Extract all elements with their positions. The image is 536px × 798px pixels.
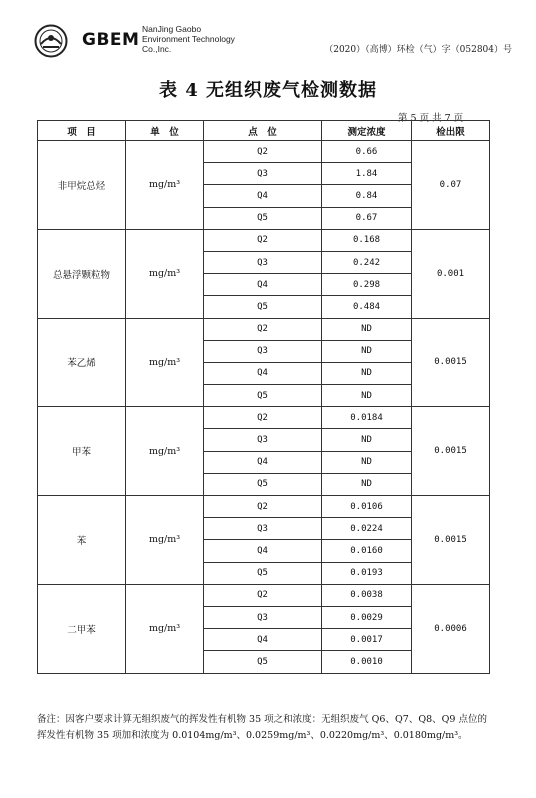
point-cell: Q2 <box>204 407 322 429</box>
table-header-row <box>38 121 490 141</box>
concentration-cell: 0.0184 <box>322 407 412 429</box>
point-cell: Q2 <box>204 496 322 518</box>
header-unit: 单 位 <box>126 121 204 141</box>
remarks-note: 备注：因客户要求计算无组织废气的挥发性有机物 35 项之和浓度：无组织废气 Q6、Q7、Q8、Q9 点位的挥发性有机物 35 项加和浓度为 0.0104mg/m³、0.0259mg/m³、0.0220mg/m³、0.0180mg/m³。 <box>37 714 487 741</box>
concentration-cell: ND <box>322 429 412 451</box>
point-cell: Q5 <box>204 296 322 318</box>
concentration-cell: 0.0224 <box>322 518 412 540</box>
item-cell: 二甲苯 <box>38 584 126 673</box>
unit-cell: mg/m³ <box>126 141 204 230</box>
concentration-cell: 0.0010 <box>322 651 412 673</box>
concentration-cell: ND <box>322 318 412 340</box>
point-cell: Q3 <box>204 606 322 628</box>
table-row <box>38 318 490 340</box>
concentration-cell: 0.168 <box>322 229 412 251</box>
concentration-cell: 0.0160 <box>322 540 412 562</box>
item-cell: 甲苯 <box>38 407 126 496</box>
concentration-cell: 0.67 <box>322 207 412 229</box>
company-name <box>142 24 235 54</box>
item-cell: 苯乙烯 <box>38 318 126 407</box>
concentration-cell: 0.0017 <box>322 629 412 651</box>
point-cell: Q3 <box>204 340 322 362</box>
header-concentration: 测定浓度 <box>322 121 412 141</box>
point-cell: Q4 <box>204 451 322 473</box>
unit-cell: mg/m³ <box>126 407 204 496</box>
document-number: （2020）（高博）环检（气）字（052804）号 <box>324 45 512 55</box>
point-cell: Q2 <box>204 141 322 163</box>
detection-limit-cell: 0.07 <box>412 141 490 230</box>
table-row <box>38 229 490 251</box>
unit-cell: mg/m³ <box>126 229 204 318</box>
unit-cell: mg/m³ <box>126 496 204 585</box>
table-row <box>38 141 490 163</box>
concentration-cell: ND <box>322 385 412 407</box>
point-cell: Q4 <box>204 185 322 207</box>
concentration-cell: 0.66 <box>322 141 412 163</box>
unit-cell: mg/m³ <box>126 584 204 673</box>
point-cell: Q5 <box>204 473 322 495</box>
table-row <box>38 496 490 518</box>
concentration-cell: 0.298 <box>322 274 412 296</box>
item-cell: 非甲烷总烃 <box>38 141 126 230</box>
point-cell: Q3 <box>204 429 322 451</box>
header-item: 项 目 <box>38 121 126 141</box>
unit-cell: mg/m³ <box>126 318 204 407</box>
item-cell: 总悬浮颗粒物 <box>38 229 126 318</box>
table-row <box>38 407 490 429</box>
company-line: Co.,Inc. <box>142 44 172 54</box>
point-cell: Q5 <box>204 385 322 407</box>
point-cell: Q2 <box>204 229 322 251</box>
point-cell: Q5 <box>204 562 322 584</box>
table-row <box>38 584 490 606</box>
point-cell: Q2 <box>204 318 322 340</box>
point-cell: Q3 <box>204 251 322 273</box>
concentration-cell: ND <box>322 473 412 495</box>
concentration-cell: 0.0193 <box>322 562 412 584</box>
concentration-cell: ND <box>322 451 412 473</box>
concentration-cell: 1.84 <box>322 163 412 185</box>
detection-limit-cell: 0.001 <box>412 229 490 318</box>
gbem-logo-icon <box>34 24 68 58</box>
concentration-cell: ND <box>322 362 412 384</box>
table-title: 表 4 无组织废气检测数据 <box>158 80 378 101</box>
point-cell: Q2 <box>204 584 322 606</box>
concentration-cell: 0.0106 <box>322 496 412 518</box>
company-line: NanJing Gaobo <box>142 24 202 34</box>
concentration-cell: ND <box>322 340 412 362</box>
point-cell: Q5 <box>204 651 322 673</box>
header-point: 点 位 <box>204 121 322 141</box>
item-cell: 苯 <box>38 496 126 585</box>
company-line: Environment Technology <box>142 34 235 44</box>
concentration-cell: 0.84 <box>322 185 412 207</box>
point-cell: Q4 <box>204 629 322 651</box>
page-indicator: 第 5 页 共 7 页 <box>398 113 464 124</box>
concentration-cell: 0.0029 <box>322 606 412 628</box>
report-header <box>22 18 522 64</box>
header-detection-limit: 检出限 <box>412 121 490 141</box>
detection-limit-cell: 0.0015 <box>412 496 490 585</box>
concentration-cell: 0.0038 <box>322 584 412 606</box>
point-cell: Q5 <box>204 207 322 229</box>
detection-limit-cell: 0.0015 <box>412 318 490 407</box>
point-cell: Q4 <box>204 540 322 562</box>
point-cell: Q3 <box>204 518 322 540</box>
brand-name: GBEM <box>82 30 140 50</box>
point-cell: Q4 <box>204 274 322 296</box>
detection-limit-cell: 0.0015 <box>412 407 490 496</box>
detection-limit-cell: 0.0006 <box>412 584 490 673</box>
concentration-cell: 0.242 <box>322 251 412 273</box>
emission-data-table <box>37 120 490 674</box>
point-cell: Q4 <box>204 362 322 384</box>
concentration-cell: 0.484 <box>322 296 412 318</box>
point-cell: Q3 <box>204 163 322 185</box>
